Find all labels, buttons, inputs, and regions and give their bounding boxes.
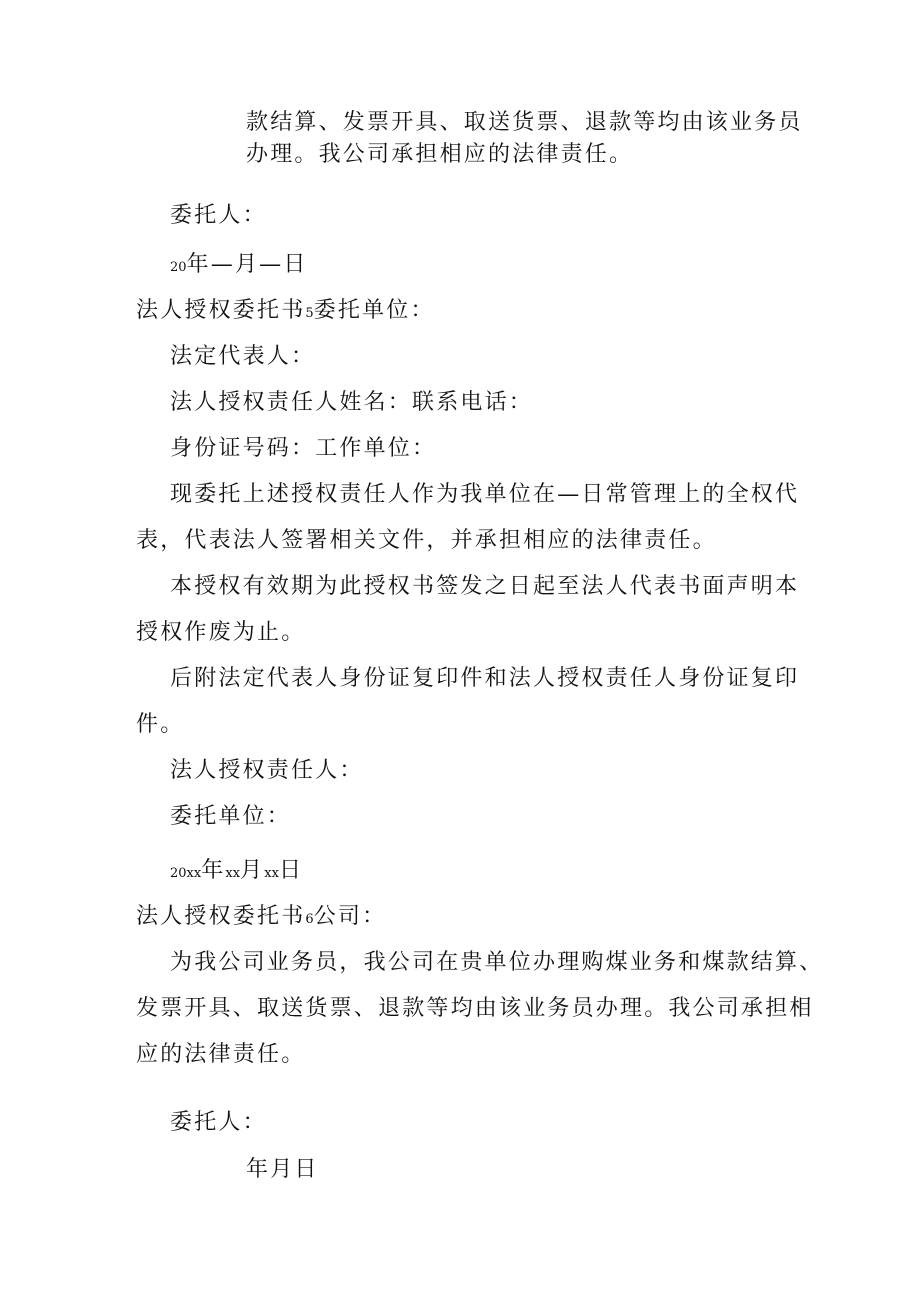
- heading-5-number: 5: [305, 306, 314, 321]
- paragraph-2-line-1: 现委托上述授权责任人作为我单位在—日常管理上的全权代: [170, 482, 800, 507]
- date-2-year-char: 年: [201, 858, 226, 883]
- heading-5-entrusting-unit: 委托单位：: [313, 298, 435, 323]
- paragraph-3-line-1: 本授权有效期为此授权书签发之日起至法人代表书面声明本: [170, 574, 800, 599]
- paragraph-5-line-3: 应的法律责任。: [136, 1042, 306, 1067]
- heading-6-title: 法人授权委托书: [136, 904, 306, 929]
- date-2-day-char: 日: [278, 858, 304, 883]
- paragraph-1-line-1: 款结算、发票开具、取送货票、退款等均由该业务员: [246, 110, 803, 135]
- heading-5-title: 法人授权委托书: [136, 298, 306, 323]
- entrusting-unit-label: 委托单位：: [170, 804, 292, 829]
- heading-6-company: 公司：: [313, 904, 387, 929]
- principal-label-1: 委托人：: [170, 203, 267, 228]
- heading-5: [136, 296, 435, 329]
- date-2-day: xx: [264, 866, 279, 881]
- date-line-2: [170, 856, 303, 889]
- date-line-1: [170, 250, 308, 283]
- date-1-year-number: 20: [170, 260, 187, 275]
- authorized-person-name-label: 法人授权责任人姓名：联系电话：: [170, 390, 534, 415]
- heading-6: [136, 902, 386, 935]
- heading-6-number: 6: [305, 912, 314, 927]
- paragraph-1-line-2: 办理。我公司承担相应的法律责任。: [246, 142, 634, 167]
- authorized-person-label: 法人授权责任人：: [170, 758, 364, 783]
- paragraph-3-line-2: 授权作废为止。: [136, 620, 306, 645]
- legal-representative-label: 法定代表人：: [170, 344, 316, 369]
- date-line-3: 年月日: [246, 1157, 319, 1182]
- paragraph-5-line-2: 发票开具、取送货票、退款等均由该业务员办理。我公司承担相: [136, 996, 814, 1021]
- paragraph-5-line-1: 为我公司业务员，我公司在贵单位办理购煤业务和煤款结算、: [170, 950, 824, 975]
- date-2-year: 20xx: [170, 866, 202, 881]
- paragraph-2-line-2: 表，代表法人签署相关文件，并承担相应的法律责任。: [136, 528, 717, 553]
- id-number-label: 身份证号码：工作单位：: [170, 436, 437, 461]
- date-2-month-char: 月: [240, 858, 265, 883]
- paragraph-4-line-2: 件。: [136, 712, 185, 737]
- principal-label-2: 委托人：: [170, 1110, 267, 1135]
- date-1-text: 年—月—日: [186, 252, 308, 277]
- date-2-month: xx: [225, 866, 241, 881]
- paragraph-4-line-1: 后附法定代表人身份证复印件和法人授权责任人身份证复印: [170, 666, 800, 691]
